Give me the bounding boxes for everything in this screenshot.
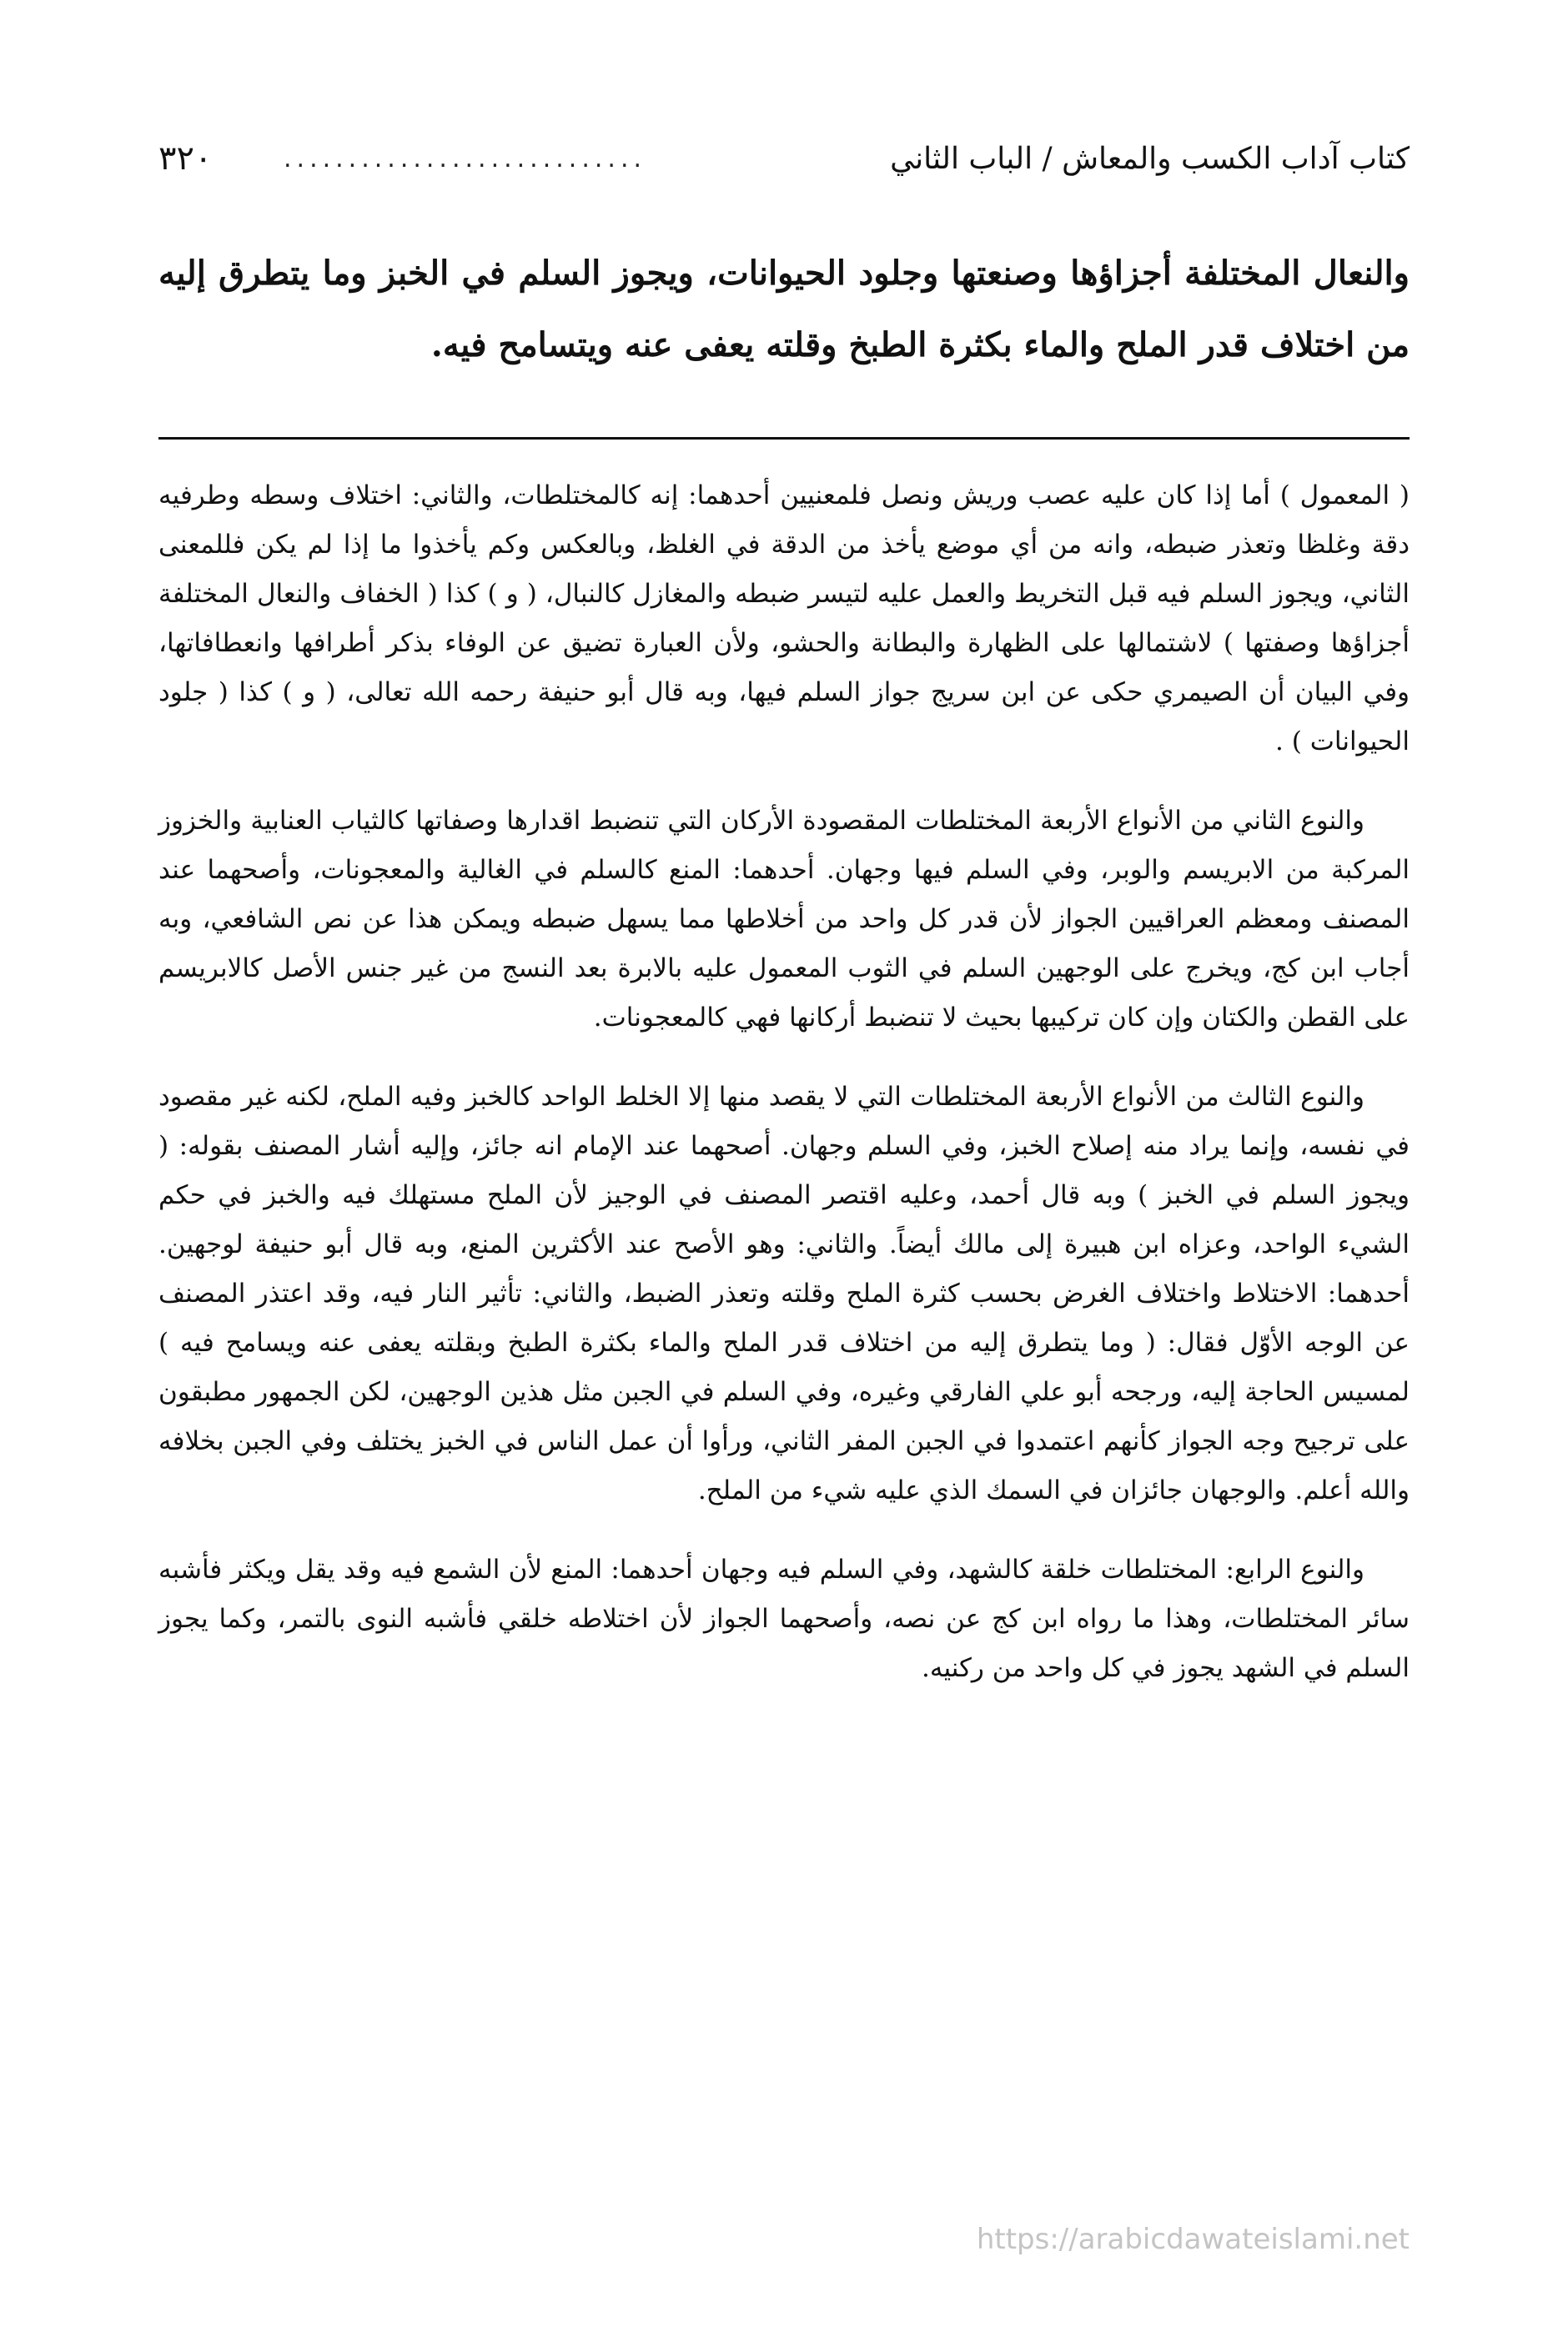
commentary-paragraph: ( المعمول ) أما إذا كان عليه عصب وريش ونصل فلمعنيين أحدهما: إنه كالمختلطات، والثاني: اختلاف وسطه وطرفيه دقة وغلظا وتعذر ضبطه، وانه من أي موضع يأخذ من الدقة في الغلظ، وبالعكس وكم يأخذوا ما إذا لم يكن فللمعنى الثاني، ويجوز السلم فيه قبل التخريط والعمل عليه لتيسر ضبطه والمغازل كالنبال، ( و ) كذا ( الخفاف والنعال المختلفة أجزاؤها وصفتها ) لاشتمالها على الظهارة والبطانة والحشو، ولأن العبارة تضيق عن الوفاء بذكر أطرافها وانعطافاتها، وفي البيان أن الصيمري حكى عن ابن سريج جواز السلم فيها، وبه قال أبو حنيفة رحمه الله تعالى، ( و ) كذا ( جلود الحيوانات ) . bbox=[158, 480, 1410, 756]
commentary-paragraph: والنوع الرابع: المختلطات خلقة كالشهد، وفي السلم فيه وجهان أحدهما: المنع لأن الشمع فيه وقد يقل ويكثر فأشبه سائر المختلطات، وهذا ما رواه ابن كج عن نصه، وأصحهما الجواز لأن اختلاطه خلقي فأشبه النوى بالتمر، وكما يجوز السلم في الشهد يجوز في كل واحد من ركنيه. bbox=[158, 1555, 1410, 1683]
running-header bbox=[158, 125, 1410, 192]
footnote-divider bbox=[158, 437, 1410, 440]
header-dot-leader: ............................ bbox=[284, 143, 647, 173]
commentary-paragraph: والنوع الثاني من الأنواع الأربعة المختلطات المقصودة الأركان التي تنضبط اقدارها وصفاتها كالثياب العنابية والخزوز المركبة من الابريسم والوبر، وفي السلم فيها وجهان. أحدهما: المنع كالسلم في الغالية والمعجونات، وأصحهما عند المصنف ومعظم العراقيين الجواز لأن قدر كل واحد من أخلاطها مما يسهل ضبطه ويمكن هذا عن نص الشافعي، وبه أجاب ابن كج، ويخرج على الوجهين السلم في الثوب المعمول عليه بالابرة بعد النسج من غير جنس الأصل كالابريسم على القطن والكتان وإن كان تركيبها بحيث لا تنضبط أركانها فهي كالمعجونات. bbox=[158, 806, 1410, 1033]
commentary-section bbox=[158, 471, 1410, 1723]
page-number: ٣٢٠ bbox=[158, 139, 213, 178]
running-title: كتاب آداب الكسب والمعاش / الباب الثاني bbox=[890, 141, 1410, 176]
watermark-url: https://arabicdawateislami.net bbox=[976, 2223, 1410, 2256]
main-text: والنعال المختلفة أجزاؤها وصنعتها وجلود الحيوانات، ويجوز السلم في الخبز وما يتطرق إليه من اختلاف قدر الملح والماء بكثرة الطبخ وقلته يعفى عنه ويتسامح فيه. bbox=[158, 254, 1410, 364]
commentary-paragraph: والنوع الثالث من الأنواع الأربعة المختلطات التي لا يقصد منها إلا الخلط الواحد كالخبز وفيه الملح، لكنه غير مقصود في نفسه، وإنما يراد منه إصلاح الخبز، وفي السلم وجهان. أصحهما عند الإمام انه جائز، وإليه أشار المصنف بقوله: ( ويجوز السلم في الخبز ) وبه قال أحمد، وعليه اقتصر المصنف في الوجيز لأن الملح مستهلك فيه والخبز في حكم الشيء الواحد، وعزاه ابن هبيرة إلى مالك أيضاً. والثاني: وهو الأصح عند الأكثرين المنع، وبه قال أبو حنيفة لوجهين. أحدهما: الاختلاط واختلاف الغرض بحسب كثرة الملح وقلته وتعذر الضبط، والثاني: تأثير النار فيه، وقد اعتذر المصنف عن الوجه الأوّل فقال: ( وما يتطرق إليه من اختلاف قدر الملح والماء بكثرة الطبخ وبقلته يعفى عنه ويسامح فيه ) لمسيس الحاجة إليه، ورجحه أبو علي الفارقي وغيره، وفي السلم في الجبن مثل هذين الوجهين، لكن الجمهور مطبقون على ترجيح وجه الجواز كأنهم اعتمدوا في الجبن المفر الثاني، ورأوا أن عمل الناس في الخبز يختلف وفي الجبن بخلافه والله أعلم. والوجهان جائزان في السمك الذي عليه شيء من الملح. bbox=[158, 1082, 1410, 1505]
